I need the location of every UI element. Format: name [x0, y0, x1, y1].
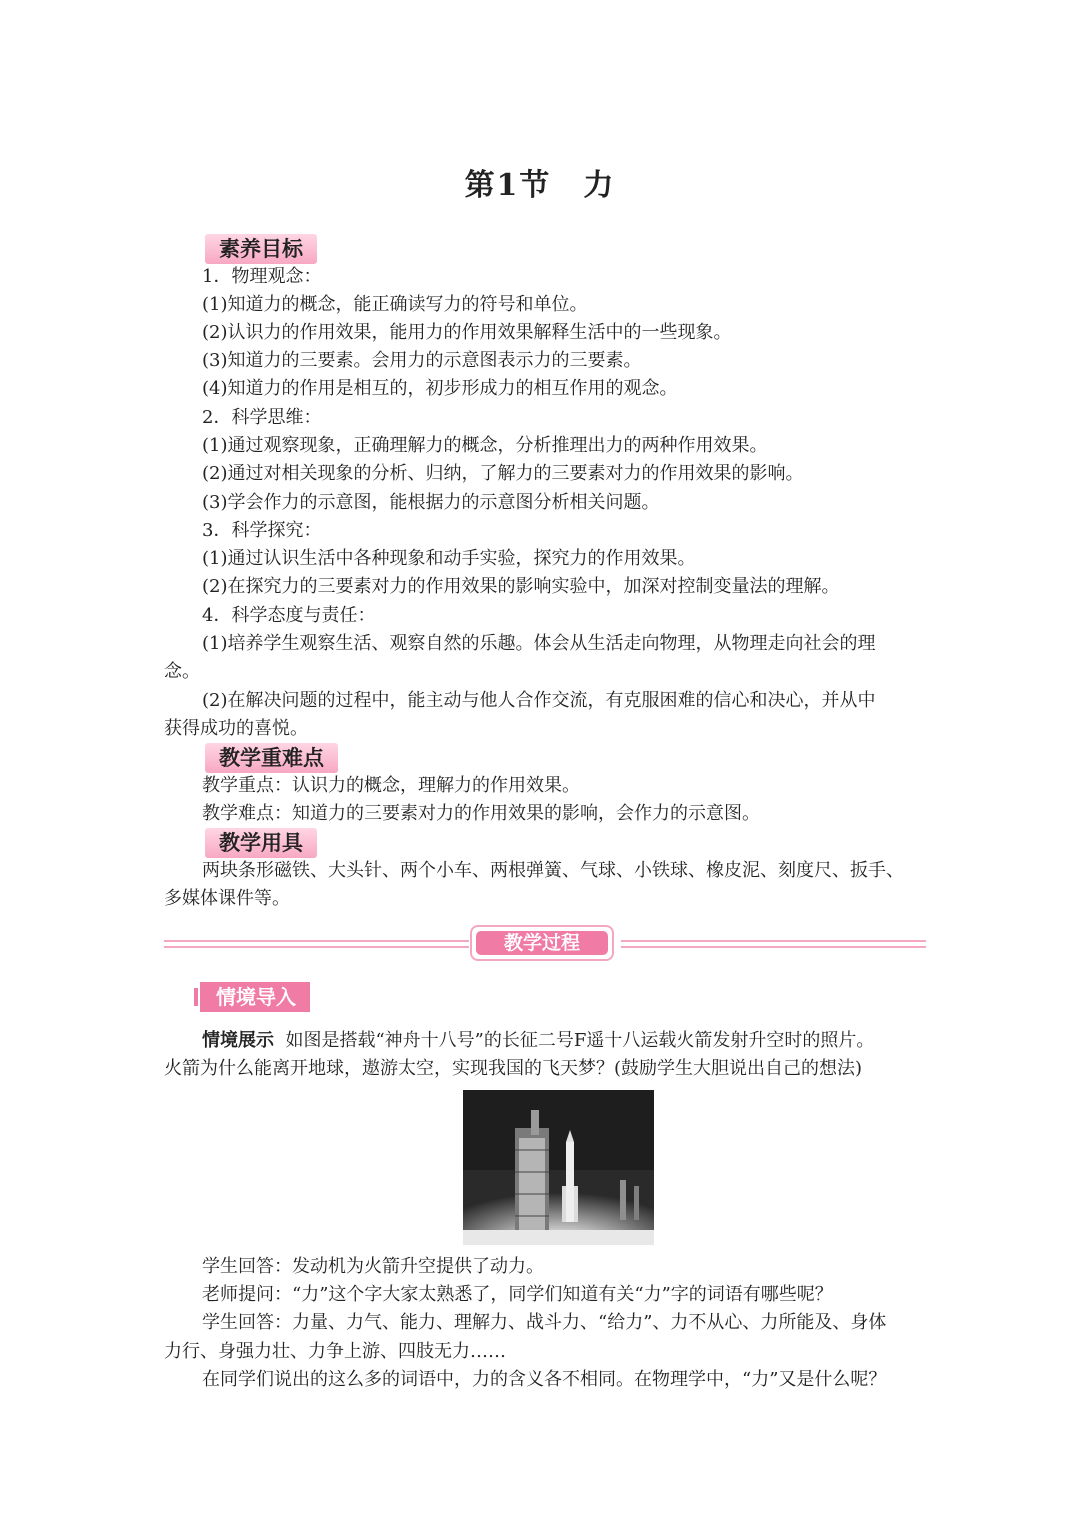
goal-line: (3)学会作力的示意图，能根据力的示意图分析相关问题。 [202, 492, 660, 513]
goal-line: 获得成功的喜悦。 [164, 718, 308, 739]
goal-line: (1)通过认识生活中各种现象和动手实验，探究力的作用效果。 [202, 548, 696, 569]
goal-line: 念。 [164, 661, 200, 682]
goal-line: (1)培养学生观察生活、观察自然的乐趣。体会从生活走向物理，从物理走向社会的理 [202, 633, 876, 654]
goal-line: 3．科学探究： [202, 520, 322, 541]
section-heading-key-points: 教学重难点 [205, 743, 338, 773]
intro-label: 情境展示 [202, 1030, 274, 1051]
section-heading-tools: 教学用具 [205, 828, 317, 858]
goal-line: 4．科学态度与责任： [202, 605, 376, 626]
goal-line: (2)在探究力的三要素对力的作用效果的影响实验中，加深对控制变量法的理解。 [202, 576, 840, 597]
tools-line: 两块条形磁铁、大头针、两个小车、两根弹簧、气球、小铁球、橡皮泥、刻度尺、扳手、 [202, 860, 904, 881]
intro-line: 火箭为什么能离开地球，遨游太空，实现我国的飞天梦？(鼓励学生大胆说出自己的想法) [164, 1058, 863, 1079]
goal-line: 2．科学思维： [202, 407, 322, 428]
key-point-line: 教学重点：认识力的概念，理解力的作用效果。 [202, 775, 580, 796]
intro-line [202, 1027, 874, 1055]
page-title: 第1节 力 [464, 168, 616, 203]
goal-line: (1)通过观察现象，正确理解力的概念，分析推理出力的两种作用效果。 [202, 435, 768, 456]
goal-line: (4)知道力的作用是相互的，初步形成力的相互作用的观念。 [202, 378, 678, 399]
dialogue-line: 学生回答：力量、力气、能力、理解力、战斗力、“给力”、力不从心、力所能及、身体 [202, 1312, 887, 1333]
tools-line: 多媒体课件等。 [164, 888, 290, 909]
dialogue-line: 学生回答：发动机为火箭升空提供了动力。 [202, 1256, 544, 1277]
section-heading-process: 教学过程 [470, 925, 614, 961]
dialogue-line: 力行、身强力壮、力争上游、四肢无力…… [164, 1341, 506, 1362]
goal-line: (3)知道力的三要素。会用力的示意图表示力的三要素。 [202, 350, 642, 371]
intro-text: 如图是搭载“神舟十八号”的长征二号F遥十八运载火箭发射升空时的照片。 [285, 1030, 875, 1051]
goal-line: (2)在解决问题的过程中，能主动与他人合作交流，有克服困难的信心和决心，并从中 [202, 690, 876, 711]
goal-line: (2)认识力的作用效果，能用力的作用效果解释生活中的一些现象。 [202, 322, 732, 343]
rocket-launch-photo [463, 1090, 654, 1245]
section-heading-intro: 情境导入 [200, 982, 310, 1012]
section-heading-goals: 素养目标 [205, 234, 317, 264]
goal-line: (1)知道力的概念，能正确读写力的符号和单位。 [202, 294, 588, 315]
dialogue-line: 老师提问：“力”这个字大家太熟悉了，同学们知道有关“力”字的词语有哪些呢？ [202, 1284, 833, 1305]
goal-line: 1．物理观念： [202, 266, 322, 287]
key-point-line: 教学难点：知道力的三要素对力的作用效果的影响，会作力的示意图。 [202, 803, 760, 824]
dialogue-line: 在同学们说出的这么多的词语中，力的含义各不相同。在物理学中，“力”又是什么呢？ [202, 1369, 887, 1390]
goal-line: (2)通过对相关现象的分析、归纳，了解力的三要素对力的作用效果的影响。 [202, 463, 804, 484]
